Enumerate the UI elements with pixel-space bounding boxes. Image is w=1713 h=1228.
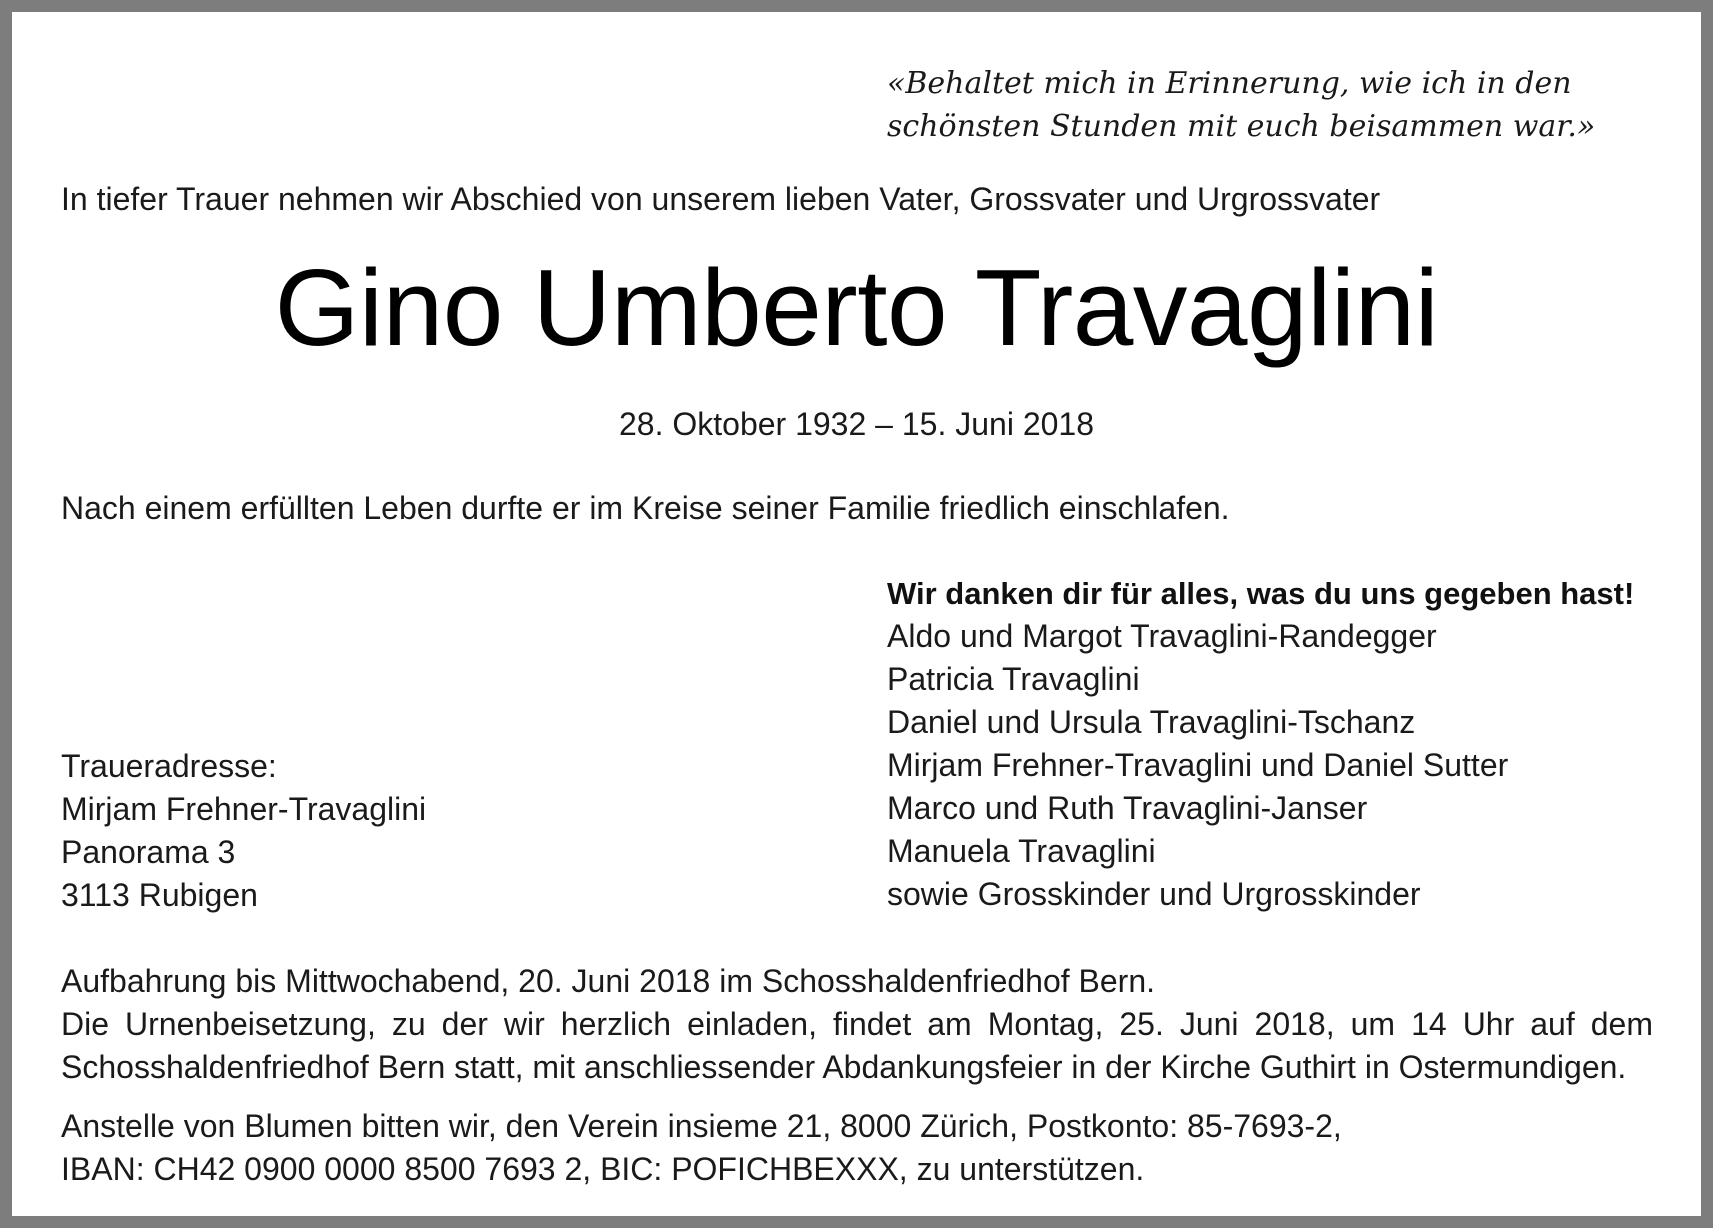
address-street: Panorama 3 (61, 834, 236, 870)
family-signature-block (887, 572, 1634, 916)
family-member: Manuela Travaglini (887, 833, 1156, 869)
family-member: Patricia Travaglini (887, 661, 1140, 697)
family-member: Daniel und Ursula Travaglini-Tschanz (887, 704, 1416, 740)
family-list (887, 615, 1634, 916)
donation-info (61, 1105, 1342, 1191)
mourning-address (61, 745, 426, 917)
ceremony-info (61, 960, 1653, 1089)
donation-line-2: IBAN: CH42 0900 0000 8500 7693 2, BIC: POFICHBEXXX, zu unterstützen. (61, 1151, 1145, 1187)
burial-text: Die Urnenbeisetzung, zu der wir herzlich einladen, findet am Montag, 25. Juni 2018, um 14 Uhr auf dem Schosshaldenfriedhof Bern statt, mit anschliessender Abdankungsfeier in der Kirche Guthirt in Ostermundigen. (61, 1006, 1653, 1085)
thanks-heading: Wir danken dir für alles, was du uns gegeben hast! (887, 576, 1635, 611)
passing-text: Nach einem erfüllten Leben durfte er im Kreise seiner Familie friedlich einschlafen. (61, 490, 1230, 526)
address-label: Traueradresse: (61, 748, 277, 784)
address-name: Mirjam Frehner-Travaglini (61, 791, 427, 827)
family-member: sowie Grosskinder und Urgrosskinder (887, 876, 1421, 912)
memorial-quote (887, 62, 1595, 148)
donation-line-1: Anstelle von Blumen bitten wir, den Verein insieme 21, 8000 Zürich, Postkonto: 85-7693-2, (61, 1108, 1342, 1144)
family-member: Mirjam Frehner-Travaglini und Daniel Sutter (887, 747, 1509, 783)
address-city: 3113 Rubigen (61, 877, 258, 913)
family-member: Marco und Ruth Travaglini-Janser (887, 790, 1368, 826)
quote-line-2: schönsten Stunden mit euch beisammen war.» (887, 109, 1596, 144)
obituary-card (12, 12, 1701, 1216)
family-member: Aldo und Margot Travaglini-Randegger (887, 618, 1437, 654)
intro-text: In tiefer Trauer nehmen wir Abschied von unserem lieben Vater, Grossvater und Urgrossvater (61, 181, 1381, 217)
lying-in-state-text: Aufbahrung bis Mittwochabend, 20. Juni 2018 im Schosshaldenfriedhof Bern. (61, 963, 1156, 999)
quote-line-1: «Behaltet mich in Erinnerung, wie ich in den (887, 66, 1572, 101)
deceased-name: Gino Umberto Travaglini (274, 247, 1439, 369)
life-dates: 28. Oktober 1932 – 15. Juni 2018 (618, 406, 1094, 442)
